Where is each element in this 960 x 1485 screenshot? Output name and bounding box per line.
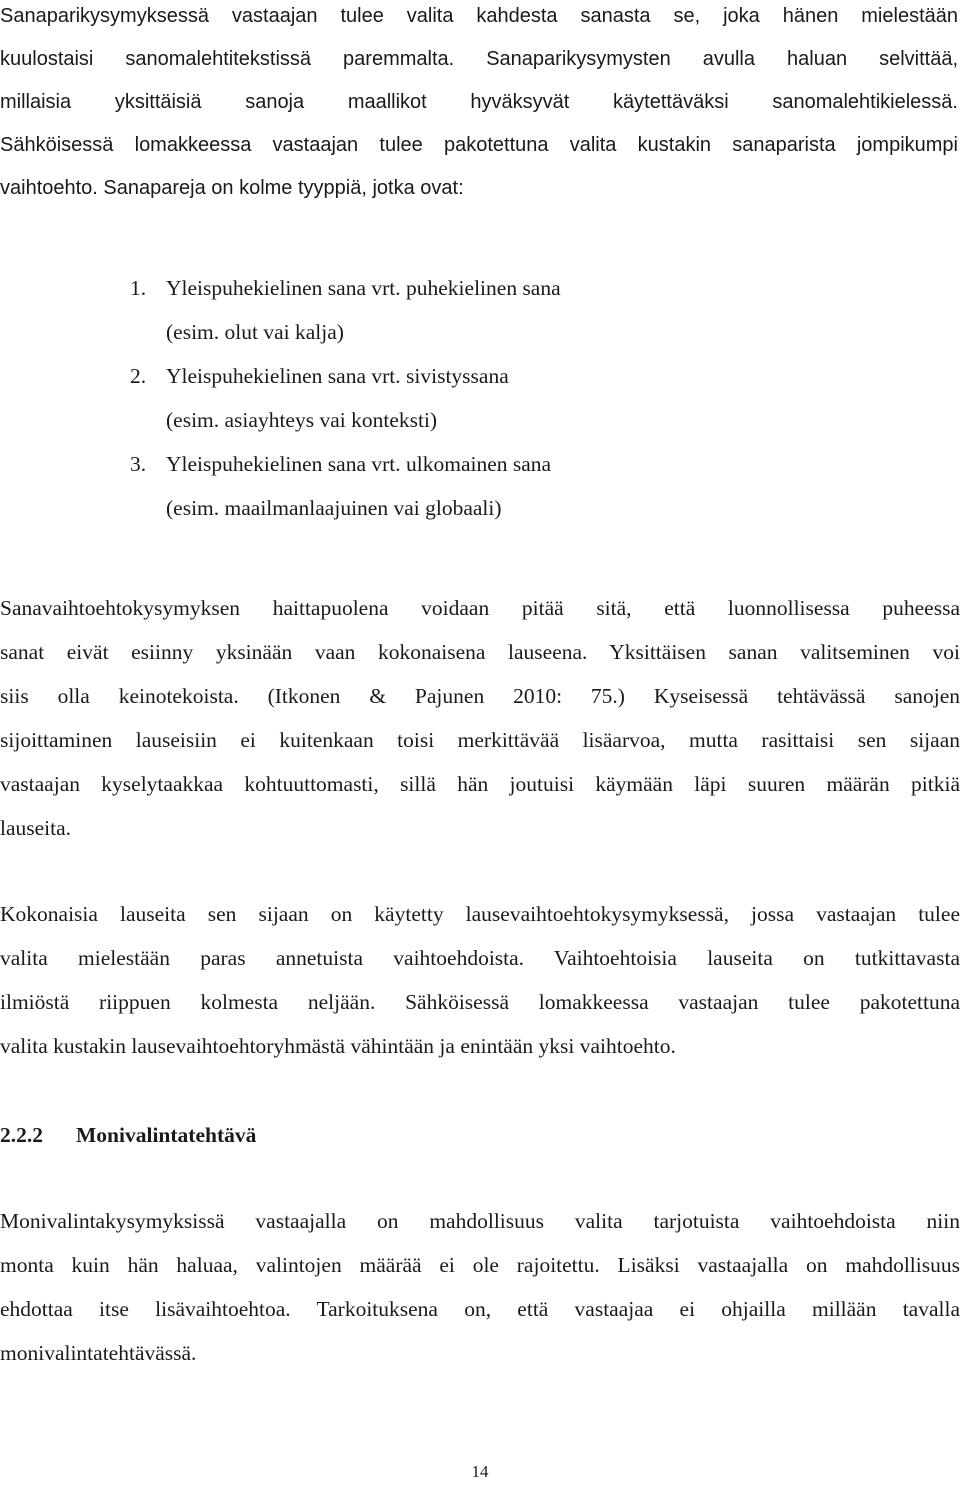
list-item-text: Yleispuhekielinen sana vrt. sivistyssana <box>166 364 509 388</box>
text-line: ilmiöstä riippuen kolmesta neljään. Sähköisessä lomakkeessa vastaajan tulee pakotettuna <box>0 990 960 1014</box>
section-number: 2.2.2 <box>0 1123 43 1147</box>
text-line: lauseita. <box>0 816 72 840</box>
section-title: Monivalintatehtävä <box>76 1123 257 1147</box>
text-line: sijoittaminen lauseisiin ei kuitenkaan toisi merkittävää lisäarvoa, mutta rasittaisi sen sijaan <box>0 728 960 752</box>
text-line: Sanaparikysymyksessä vastaajan tulee valita kahdesta sanasta se, joka hänen mielestään <box>0 5 958 27</box>
text-line: Sähköisessä lomakkeessa vastaajan tulee pakotettuna valita kustakin sanaparista jompikumpi <box>0 134 958 156</box>
list-item <box>130 450 551 478</box>
text-line: millaisia yksittäisiä sanoja maallikot hyväksyvät käytettäväksi sanomalehtikielessä. <box>0 91 958 113</box>
text-line: sanat eivät esiinny yksinään vaan kokonaisena lauseena. Yksittäisen sanan valitseminen voi <box>0 640 960 664</box>
list-item-number: 1. <box>130 276 147 300</box>
list-item-example: (esim. asiayhteys vai konteksti) <box>166 408 438 432</box>
list-item-text: Yleispuhekielinen sana vrt. ulkomainen sana <box>166 452 552 476</box>
text-line: vastaajan kyselytaakkaa kohtuuttomasti, sillä hän joutuisi käymään läpi suuren määrän pitkiä <box>0 772 960 796</box>
text-line: ehdottaa itse lisävaihtoehtoa. Tarkoituksena on, että vastaajaa ei ohjailla millään tavalla <box>0 1297 960 1321</box>
text-line: kuulostaisi sanomalehtitekstissä paremmalta. Sanaparikysymysten avulla haluan selvittää, <box>0 48 958 70</box>
text-line: Monivalintakysymyksissä vastaajalla on mahdollisuus valita tarjotuista vaihtoehdoista niin <box>0 1209 960 1233</box>
page-number: 14 <box>471 1462 489 1481</box>
text-line: valita mielestään paras annetuista vaihtoehdoista. Vaihtoehtoisia lauseita on tutkittavasta <box>0 946 960 970</box>
list-item-number: 2. <box>130 364 147 388</box>
text-line: Sanavaihtoehtokysymyksen haittapuolena voidaan pitää sitä, että luonnollisessa puheessa <box>0 596 960 620</box>
list-item-example: (esim. maailmanlaajuinen vai globaali) <box>166 496 502 520</box>
list-item-text: Yleispuhekielinen sana vrt. puhekielinen sana <box>166 276 561 300</box>
text-line: monta kuin hän haluaa, valintojen määrää ei ole rajoitettu. Lisäksi vastaajalla on mahdollisuus <box>0 1253 960 1277</box>
list-item <box>130 362 509 390</box>
section-heading <box>0 1121 256 1149</box>
text-line: valita kustakin lausevaihtoehtoryhmästä vähintään ja enintään yksi vaihtoehto. <box>0 1034 676 1058</box>
text-line: vaihtoehto. Sanapareja on kolme tyyppiä, jotka ovat: <box>0 177 464 199</box>
text-line: siis olla keinotekoista. (Itkonen & Pajunen 2010: 75.) Kyseisessä tehtävässä sanojen <box>0 684 960 708</box>
list-item-number: 3. <box>130 452 147 476</box>
text-line: Kokonaisia lauseita sen sijaan on käytetty lausevaihtoehtokysymyksessä, jossa vastaajan tulee <box>0 902 960 926</box>
list-item-example: (esim. olut vai kalja) <box>166 320 344 344</box>
list-item <box>130 274 561 302</box>
text-line: monivalintatehtävässä. <box>0 1341 197 1365</box>
